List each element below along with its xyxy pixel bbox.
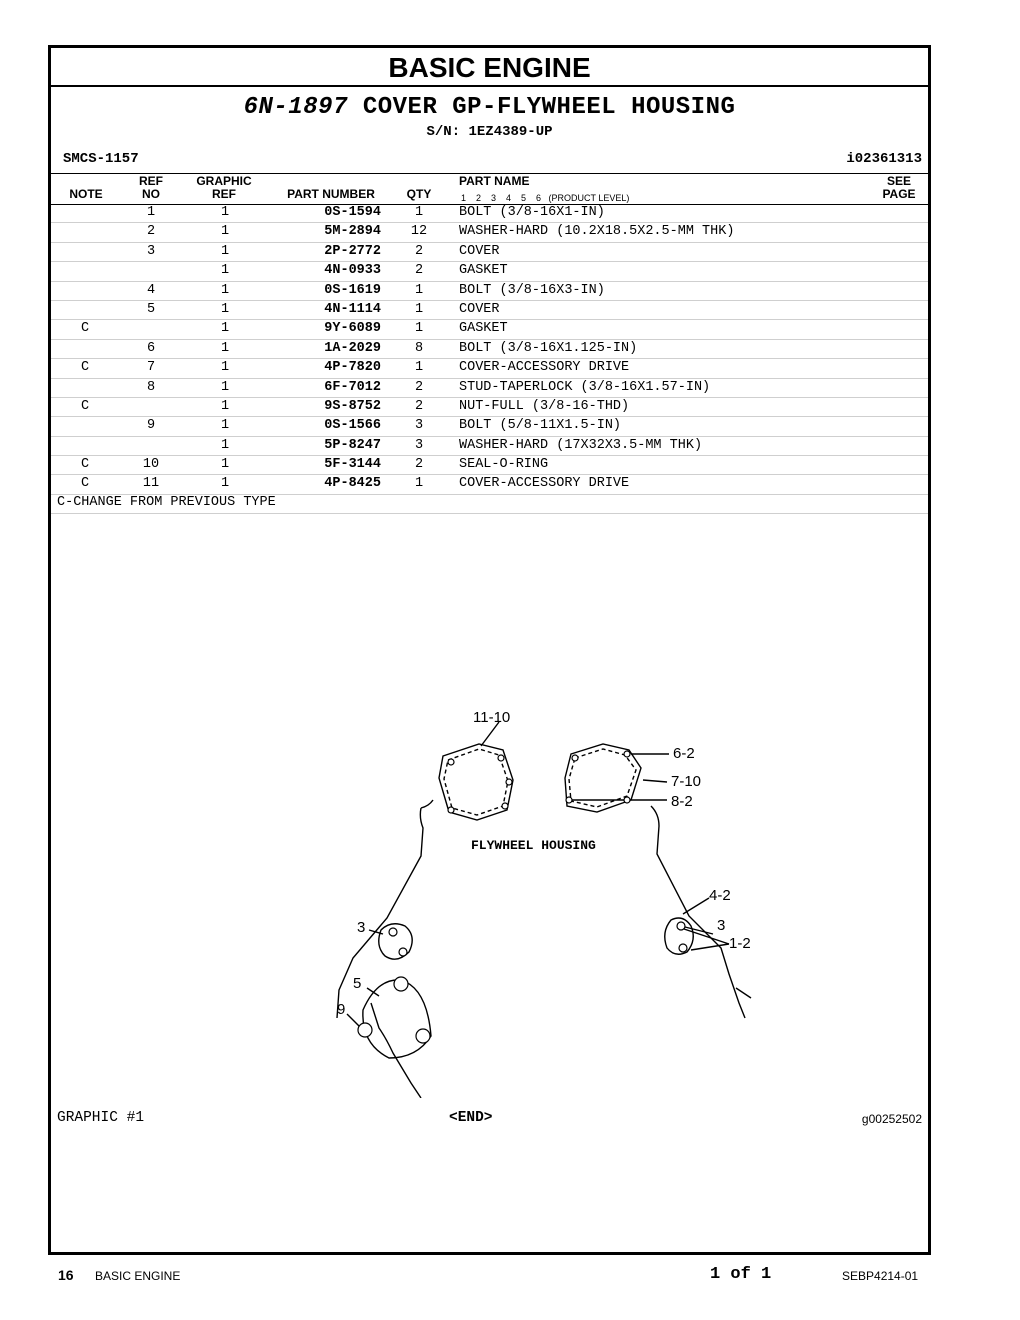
graphic-ref-cell: 1 [220,418,230,434]
leader-7-10 [643,780,667,782]
qty-cell: 1 [414,476,424,492]
col-part-number: PART NUMBER [287,187,375,201]
note-cell: C [80,360,90,376]
part-name-cell: BOLT (3/8-16X3-IN) [459,282,605,298]
ref-cell: 7 [146,360,156,376]
graphic-ref-cell: 1 [220,340,230,356]
bolt-hole [389,928,397,936]
note-cell: C [80,476,90,492]
table-row [51,456,928,475]
col-graphic-ref-line1: GRAPHIC [196,174,252,188]
ref-cell: 10 [142,457,160,473]
bolt-head [416,1029,430,1043]
illustration-id: i02361313 [846,151,922,167]
housing-edge-left-top [421,800,433,808]
part-name-cell: BOLT (5/8-11X1.5-IN) [459,418,622,434]
graphic-label: GRAPHIC #1 [57,1110,145,1126]
qty-cell: 3 [414,437,424,453]
graphic-ref-cell: 1 [220,243,230,259]
part-name-cell: BOLT (3/8-16X1-IN) [459,205,605,220]
serial-range: S/N: 1EZ4389-UP [426,124,553,140]
qty-cell: 1 [414,301,424,317]
qty-cell: 2 [414,243,424,259]
graphic-ref-cell: 1 [220,282,230,298]
col-ref-no-line1: REF [139,174,163,188]
table-row [51,204,928,223]
part-name-cell: GASKET [459,321,508,337]
table-row [51,320,928,339]
note-cell: C [80,321,90,337]
part-number-cell: 4P-8425 [324,476,381,492]
table-row [51,262,928,281]
part-number-cell: 1A-2029 [324,340,381,356]
callout-5: 5 [353,975,362,992]
qty-cell: 1 [414,282,424,298]
ref-cell: 6 [146,340,156,356]
footer-chapter: BASIC ENGINE [95,1269,181,1283]
callout-1-2: 1-2 [729,935,751,952]
page-of: 1 of 1 [710,1265,772,1284]
qty-cell: 3 [414,418,424,434]
qty-cell: 2 [414,457,424,473]
graphic-ref-cell: 1 [220,476,230,492]
graphic-id: g00252502 [861,1112,922,1126]
bolt-hole [572,755,578,761]
bolt-head [358,1023,372,1037]
part-name-cell: COVER [459,243,500,259]
ref-cell: 5 [146,301,156,317]
group-description: COVER GP-FLYWHEEL HOUSING [362,94,736,121]
table-row [51,398,928,417]
bolt-hole [498,755,504,761]
col-see-page-line1: SEE [886,174,911,188]
part-number-cell: 5M-2894 [324,224,381,240]
col-part-name: PART NAME [459,174,530,188]
graphic-ref-cell: 1 [220,301,230,317]
document-id: SEBP4214-01 [842,1269,919,1283]
part-number-cell: 4P-7820 [324,360,381,376]
section-title: BASIC ENGINE [51,50,928,87]
callout-3-right: 3 [717,917,726,934]
col-see-page-line2: PAGE [882,187,916,201]
ref-cell: 9 [146,418,156,434]
part-name-cell: SEAL-O-RING [459,457,549,473]
bolt-hole [566,797,572,803]
footnote: C-CHANGE FROM PREVIOUS TYPE [51,495,928,514]
table-row [51,359,928,378]
part-name-cell: WASHER-HARD (10.2X18.5X2.5-MM THK) [459,224,735,240]
callout-3-left: 3 [357,919,366,936]
part-number-cell: 5P-8247 [324,437,381,453]
part-number-cell: 9S-8752 [324,398,381,414]
part-number-cell: 0S-1566 [324,418,381,434]
part-number-cell: 6F-7012 [324,379,381,395]
qty-cell: 1 [414,205,424,220]
housing-edge-right [736,988,751,998]
ref-cell: 3 [146,243,156,259]
end-marker: <END> [449,1110,493,1126]
part-number-cell: 4N-1114 [324,301,381,317]
qty-cell: 8 [414,340,424,356]
callout-9: 9 [337,1001,346,1018]
product-levels: 1 2 3 4 5 6 (PRODUCT LEVEL) [461,193,630,203]
bolt-hole [502,803,508,809]
graphic-ref-cell: 1 [220,457,230,473]
smcs-code: SMCS-1157 [63,151,139,167]
part-number-cell: 0S-1619 [324,282,381,298]
col-see-page [869,175,929,201]
graphic-ref-cell: 1 [220,205,230,220]
bolt-hole [624,751,630,757]
graphic-ref-cell: 1 [220,379,230,395]
table-row [51,475,928,494]
part-name-cell: STUD-TAPERLOCK (3/8-16X1.57-IN) [459,379,711,395]
col-ref-no-line2: NO [142,187,160,201]
table-row [51,243,928,262]
part-number-cell: 9Y-6089 [324,321,381,337]
qty-cell: 2 [414,263,424,279]
callout-11-10: 11-10 [473,709,511,726]
ref-cell: 4 [146,282,156,298]
part-number-cell: 0S-1594 [324,205,381,220]
bolt-hole [448,759,454,765]
col-note: NOTE [69,187,103,201]
table-row [51,417,928,436]
ref-cell: 1 [146,205,156,220]
col-qty: QTY [406,187,432,201]
parts-table [51,204,928,514]
illustration-caption: FLYWHEEL HOUSING [471,838,596,853]
callout-8-2: 8-2 [671,793,693,810]
page-number: 16 [58,1267,74,1283]
part-number-cell: 4N-0933 [324,263,381,279]
table-row [51,282,928,301]
bolt-hole [677,922,685,930]
graphic-ref-cell: 1 [220,437,230,453]
ref-cell: 2 [146,224,156,240]
graphic-ref-cell: 1 [220,321,230,337]
part-name-cell: NUT-FULL (3/8-16-THD) [459,398,630,414]
table-row [51,223,928,242]
bolt-head [394,977,408,991]
callout-6-2: 6-2 [673,745,695,762]
part-number-cell: 5F-3144 [324,457,381,473]
bolt-hole [448,807,454,813]
table-row [51,340,928,359]
bolt-hole [506,779,512,785]
ref-cell: 8 [146,379,156,395]
part-name-cell: BOLT (3/8-16X1.125-IN) [459,340,638,356]
group-title [51,94,928,121]
callout-4-2: 4-2 [709,887,731,904]
flywheel-housing-illustration [281,658,761,1098]
table-row [51,437,928,456]
leader-4-2 [683,898,709,914]
callout-7-10: 7-10 [671,773,702,790]
part-number-cell: 2P-2772 [324,243,381,259]
bolt-hole [399,948,407,956]
qty-cell: 2 [414,379,424,395]
graphic-ref-cell: 1 [220,263,230,279]
graphic-ref-cell: 1 [220,398,230,414]
bolt-hole [679,944,687,952]
graphic-ref-cell: 1 [220,224,230,240]
part-name-cell: GASKET [459,263,508,279]
note-cell: C [80,457,90,473]
ref-cell: 11 [142,476,160,492]
bolt-hole [624,797,630,803]
col-ref-no [131,175,171,201]
group-part-number: 6N-1897 [243,94,348,121]
col-graphic-ref [189,175,259,201]
table-header [51,173,928,205]
qty-cell: 12 [410,224,428,240]
table-row [51,301,928,320]
housing-outline-right [651,806,745,1018]
graphic-ref-cell: 1 [220,360,230,376]
qty-cell: 1 [414,321,424,337]
page-frame [48,45,931,1255]
part-name-cell: COVER-ACCESSORY DRIVE [459,476,630,492]
table-row [51,379,928,398]
note-cell: C [80,398,90,414]
col-graphic-ref-line2: REF [212,187,236,201]
qty-cell: 2 [414,398,424,414]
part-name-cell: COVER-ACCESSORY DRIVE [459,360,630,376]
part-name-cell: COVER [459,301,500,317]
part-name-cell: WASHER-HARD (17X32X3.5-MM THK) [459,437,703,453]
qty-cell: 1 [414,360,424,376]
